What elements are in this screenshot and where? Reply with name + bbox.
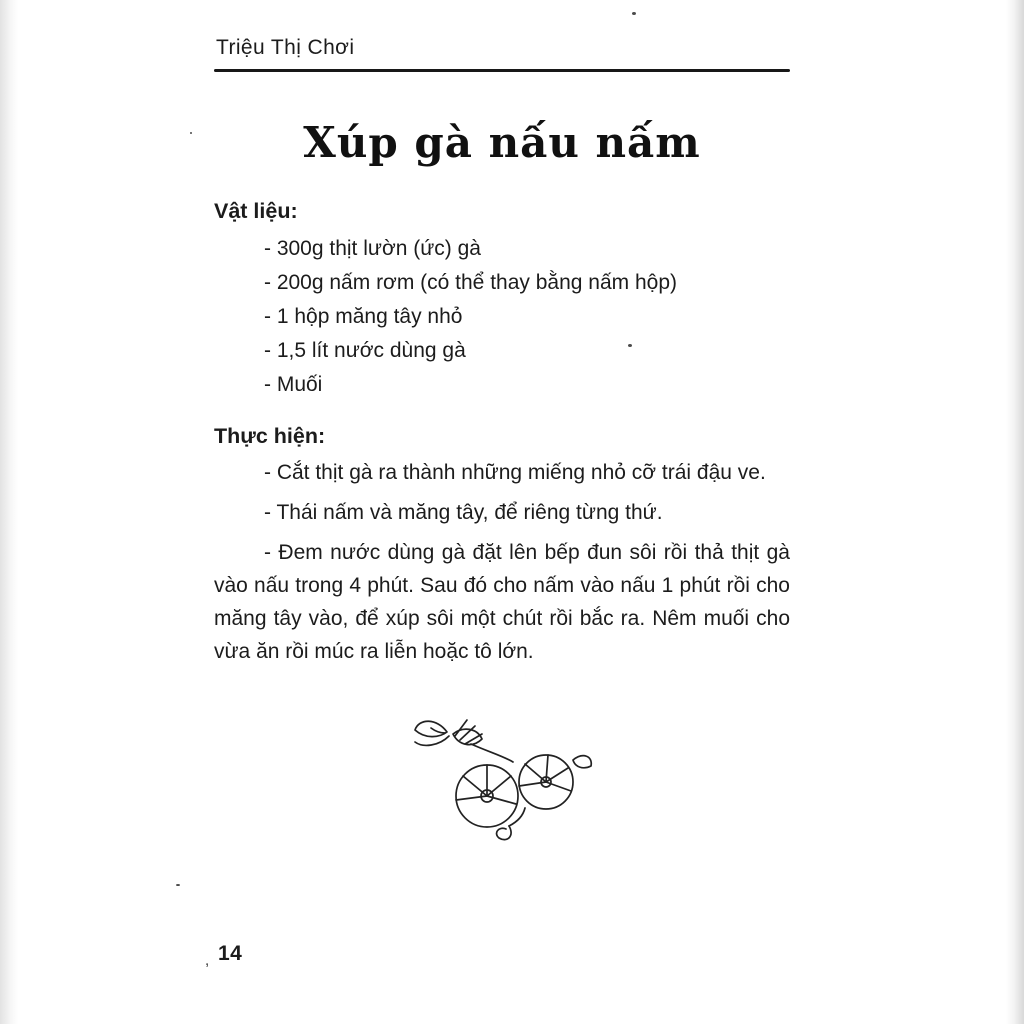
ingredient-item: - 200g nấm rơm (có thể thay bằng nấm hộp) (264, 271, 677, 294)
morning-glory-flowers-illustration (407, 712, 597, 844)
instructions-list (214, 456, 790, 668)
ingredient-item: - 1,5 lít nước dùng gà (264, 339, 466, 362)
scan-speck (176, 884, 180, 886)
ingredients-list (214, 232, 790, 402)
page-title: Xúp gà nấu nấm (303, 118, 701, 167)
scan-edge-right (1006, 0, 1024, 1024)
header-rule (214, 69, 790, 72)
illustration-container (214, 712, 790, 849)
scan-edge-left (0, 0, 18, 1024)
instructions-heading: Thực hiện: (214, 424, 326, 448)
ingredient-item: - 1 hộp măng tây nhỏ (264, 305, 463, 328)
scan-speck (632, 12, 636, 15)
scan-speck (190, 132, 192, 134)
page-content (214, 36, 790, 849)
instruction-step: - Thái nấm và măng tây, để riêng từng thứ. (264, 501, 663, 524)
instruction-step: - Đem nước dùng gà đặt lên bếp đun sôi rồi thả thịt gà vào nấu trong 4 phút. Sau đó cho nấm vào nấu 1 phút rồi cho măng tây vào, để xúp sôi một chút rồi bắc ra. Nêm muối cho vừa ăn rồi múc ra liễn hoặc tô lớn. (214, 541, 790, 663)
scan-artifact-comma: , (205, 952, 210, 969)
ingredients-heading: Vật liệu: (214, 199, 298, 223)
author-header: Triệu Thị Chơi (216, 36, 355, 59)
ingredient-item: - Muối (264, 373, 323, 396)
ingredient-item: - 300g thịt lườn (ức) gà (264, 237, 481, 260)
page-number: 14 (218, 942, 243, 965)
instruction-step: - Cắt thịt gà ra thành những miếng nhỏ cỡ trái đậu ve. (264, 461, 766, 484)
